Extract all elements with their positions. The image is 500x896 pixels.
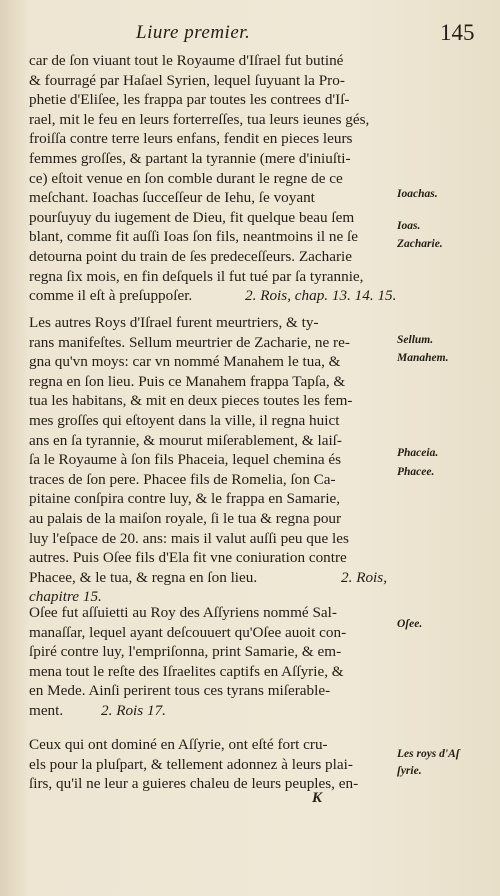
scripture-reference: 2. Rois 17. [101,701,166,719]
text-line: traces de ſon pere. Phacee fils de Romelia, ſon Ca- [29,470,336,488]
text-line: pitaine conſpira contre luy, & le frappa en Samarie, [29,490,341,508]
text-line: Oſee fut aſſuietti au Roy des Aſſyriens nommé Sal- [29,604,337,621]
margin-note-phaceia: Phaceia. [397,447,439,459]
text-line: regna en ſon lieu. Puis ce Manahem frappa Tapſa, & [29,372,346,390]
text-line: comme il eſt à preſuppoſer. [29,287,193,305]
text-line: gna qu'vn moys: car vn nommé Manahem le tua, & [29,353,341,371]
page-header [0,22,500,52]
text-line: ment. [29,701,64,719]
margin-note-ioas: Ioas. [397,220,421,232]
text-line: mena tout le reſte des Iſraelites captifs en Aſſyrie, & [29,662,344,680]
text-line-with-reference [29,286,397,306]
text-line: en Mede. Ainſi perirent tous ces tyrans miſerable- [29,682,331,700]
scripture-reference-continued: chapitre 15. [29,588,102,606]
margin-note-roys-assyrie: Les roys d'Aſ [397,748,460,760]
text-line: luy l'eſpace de 20. ans: mais il valut auſſi peu que les [29,529,349,547]
text-line: tua les habitans, & mit en deux pieces toutes les fem- [29,392,353,410]
margin-note-zacharie: Zacharie. [397,238,443,250]
text-line: regna ſix mois, en fin deſquels il fut tué par ſa tyrannie, [29,267,364,285]
scripture-reference: 2. Rois, chap. 13. 14. 15. [245,287,397,305]
running-title: Liure premier. [136,22,251,43]
margin-note-ioachas: Ioachas. [397,188,438,200]
text-line-with-reference [29,568,391,588]
text-line: ſpiré contre luy, l'empriſonna, print Samarie, & em- [29,643,342,661]
text-line: phetie d'Eliſee, les frappa par toutes les contrees d'Iſ- [29,91,350,109]
margin-note-roys-assyrie-cont: ſyrie. [397,765,422,777]
paragraph-2 [29,313,391,607]
text-line: mes groſſes qui eſtoyent dans la ville, il regna huict [29,411,340,429]
text-line: pourſuyuy du iugement de Dieu, fit quelque beau ſem [29,208,355,226]
text-line: femmes groſſes, & partant la tyrannie (mere d'iniuſti- [29,149,351,167]
text-line-with-reference [29,701,391,721]
text-line: detourna point du train de ſes predeceſſeurs. Zacharie [29,247,353,265]
text-line: froiſſa contre terre leurs enfans, fendit en pieces leurs [29,130,353,148]
margin-note-osee: Oſee. [397,618,423,630]
text-line: meſchant. Ioachas ſucceſſeur de Iehu, ſe voyant [29,189,315,207]
text-line: car de ſon viuant tout le Royaume d'Iſrael fut butiné [29,52,344,69]
margin-note-phacee: Phacee. [397,466,435,478]
text-line: blant, comme fit auſſi Ioas ſon fils, neantmoins il ne ſe [29,228,358,246]
text-line: Phacee, & le tua, & regna en ſon lieu. [29,568,258,586]
paragraph-3 [29,603,391,721]
margin-note-manahem: Manahem. [397,352,449,364]
text-line: ce) eſtoit venue en ſon comble durant le regne de ce [29,169,343,187]
page-number: 145 [440,20,475,45]
text-line: ans en ſa tyrannie, & mourut miſerablement, & laiſ- [29,431,342,449]
text-line: rans manifeſtes. Sellum meurtrier de Zacharie, ne re- [29,333,350,351]
signature-mark: K [312,790,323,806]
text-line: au palais de la maiſon royale, ſi le tua & regna pour [29,509,342,527]
text-line: Ceux qui ont dominé en Aſſyrie, ont eſté fort cru- [29,736,328,753]
margin-note-sellum: Sellum. [397,334,434,346]
paragraph-1 [29,51,397,306]
scripture-reference: 2. Rois, [341,568,387,586]
text-line: autres. Puis Oſee fils d'Ela fit vne coniuration contre [29,549,347,567]
text-line: ſa le Royaume à ſon fils Phaceia, lequel chemina és [29,451,342,469]
text-line: & fourragé par Haſael Syrien, lequel ſuyuant la Pro- [29,71,345,89]
text-line: manaſſar, lequel ayant deſcouuert qu'Oſee auoit con- [29,623,347,641]
text-line: rael, mit le feu en leurs forterreſſes, tua leurs ieunes gés, [29,110,370,128]
text-line: Les autres Roys d'Iſrael furent meurtriers, & ty- [29,314,319,331]
text-line: ſirs, qu'il ne leur a guieres chaleu de leurs peuples, en- [29,775,359,793]
text-line: els pour la pluſpart, & tellement adonnez à leurs plai- [29,755,353,773]
paragraph-4 [29,735,391,794]
